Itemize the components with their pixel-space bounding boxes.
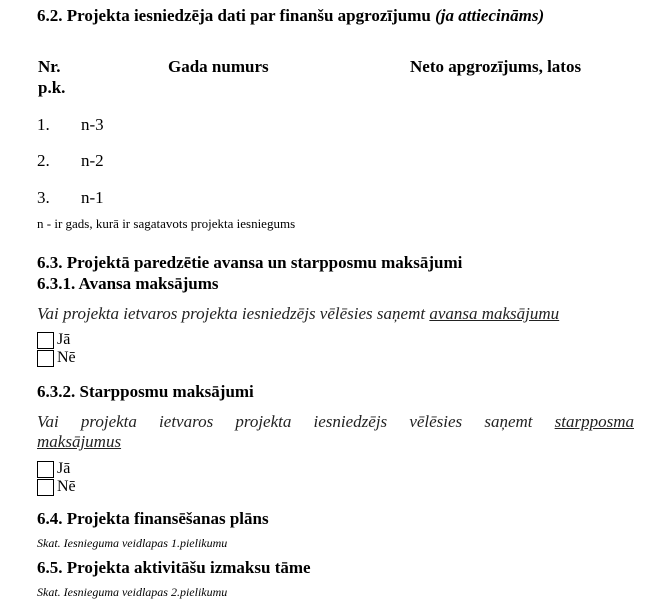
interim-question (37, 411, 634, 432)
interim-option-yes[interactable] (37, 460, 70, 478)
header-turnover: Neto apgrozījums, latos (410, 57, 582, 76)
section-6-2-title (37, 6, 544, 26)
question-underlined: maksājumus (37, 432, 122, 451)
header-pk: p.k. (38, 78, 66, 97)
question-underlined: starpposma (554, 412, 634, 431)
section-6-3-2-title: 6.3.2. Starpposmu maksājumi (37, 382, 254, 401)
question-underlined: avansa maksājumu (429, 304, 560, 323)
row-turnover[interactable] (410, 151, 610, 171)
interim-option-no[interactable] (37, 478, 76, 496)
question-text: Vai projekta ietvaros projekta iesniedzējs vēlēsies saņemt (37, 412, 555, 431)
option-label: Jā (57, 460, 71, 477)
row-year[interactable]: n-3 (81, 115, 104, 134)
advance-question (37, 304, 559, 324)
section-title-italic: (ja attiecināms) (435, 6, 545, 25)
checkbox[interactable] (37, 461, 54, 478)
year-note: n - ir gads, kurā ir sagatavots projekta iesniegums (37, 216, 296, 231)
section-6-3-title: 6.3. Projektā paredzētie avansa un starpposmu maksājumi (37, 253, 463, 272)
option-label: Nē (57, 349, 76, 366)
row-year[interactable]: n-2 (81, 151, 104, 170)
checkbox[interactable] (37, 332, 54, 349)
section-title-text: 6.2. Projekta iesniedzēja dati par finanšu apgrozījumu (37, 6, 436, 25)
section-6-4-ref: Skat. Iesnieguma veidlapas 1.pielikumu (37, 536, 228, 550)
interim-question-line2 (37, 432, 121, 452)
checkbox[interactable] (37, 350, 54, 367)
section-6-4-title: 6.4. Projekta finansēšanas plāns (37, 509, 269, 528)
header-nr: Nr. (38, 57, 61, 76)
advance-option-yes[interactable] (37, 331, 70, 349)
row-year[interactable]: n-1 (81, 188, 104, 207)
row-turnover[interactable] (410, 115, 610, 135)
advance-option-no[interactable] (37, 349, 76, 367)
question-text: Vai projekta ietvaros projekta iesniedzējs vēlēsies saņemt (37, 304, 430, 323)
section-6-5-ref: Skat. Iesnieguma veidlapas 2.pielikumu (37, 585, 228, 599)
row-turnover[interactable] (410, 188, 610, 208)
option-label: Jā (57, 331, 71, 348)
row-nr: 1. (37, 115, 50, 134)
row-nr: 2. (37, 151, 50, 170)
option-label: Nē (57, 478, 76, 495)
header-year: Gada numurs (168, 57, 269, 76)
checkbox[interactable] (37, 479, 54, 496)
section-6-5-title: 6.5. Projekta aktivitāšu izmaksu tāme (37, 558, 311, 577)
section-6-3-1-title: 6.3.1. Avansa maksājums (37, 274, 219, 293)
row-nr: 3. (37, 188, 50, 207)
